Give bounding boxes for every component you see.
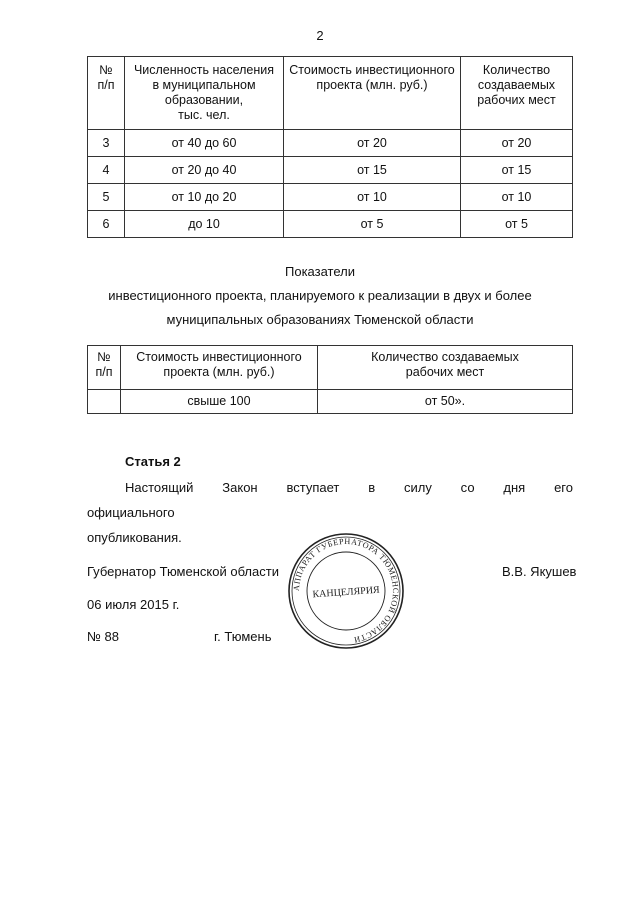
table-cell: от 40 до 60	[125, 130, 284, 157]
table-row	[88, 390, 573, 414]
table-row	[88, 184, 573, 211]
table-cell: 5	[88, 184, 125, 211]
seal-center-text: КАНЦЕЛЯРИЯ	[312, 584, 381, 601]
table-cell: от 10	[461, 184, 573, 211]
multi-municipal-table	[87, 345, 573, 414]
header-text: Стоимость инвестиционного проекта (млн. руб.)	[136, 350, 302, 379]
table-cell: от 50».	[318, 390, 573, 414]
signing-city: г. Тюмень	[214, 629, 272, 644]
table-row	[88, 211, 573, 238]
header-text: Численность населения в муниципальном образовании, тыс. чел.	[133, 63, 275, 122]
official-seal	[286, 531, 406, 651]
article-text-line1: Настоящий Закон вступает в силу со дня его официального	[87, 480, 573, 520]
table-cell: 3	[88, 130, 125, 157]
table-cell: от 20	[461, 130, 573, 157]
seal-ring-text: АППАРАТ ГУБЕРНАТОРА ТЮМЕНСКОЙ ОБЛАСТИ	[291, 536, 401, 645]
header-cell	[121, 346, 318, 390]
governor-title: Губернатор Тюменской области	[87, 564, 279, 579]
table-cell: от 20 до 40	[125, 157, 284, 184]
indicators-subtitle-line2: муниципальных образованиях Тюменской области	[166, 312, 474, 327]
table-header-row	[88, 346, 573, 390]
table-cell: от 15	[284, 157, 461, 184]
table-cell: от 10 до 20	[125, 184, 284, 211]
table-row	[88, 130, 573, 157]
article-text-line2: опубликования.	[87, 530, 182, 545]
table-cell: 4	[88, 157, 125, 184]
indicators-title: Показатели	[285, 264, 355, 279]
table-cell: от 5	[284, 211, 461, 238]
table-cell: от 10	[284, 184, 461, 211]
table-cell: от 15	[461, 157, 573, 184]
header-cell	[88, 346, 121, 390]
table-header-row	[88, 57, 573, 130]
page-number: 2	[316, 28, 324, 43]
header-cell	[318, 346, 573, 390]
header-text: Количество создаваемых рабочих мест	[371, 350, 519, 379]
header-text: Количество создаваемых рабочих мест	[477, 63, 556, 107]
header-text: № п/п	[97, 63, 115, 92]
table-cell: до 10	[125, 211, 284, 238]
governor-name: В.В. Якушев	[502, 564, 577, 579]
table-cell: от 5	[461, 211, 573, 238]
header-cell	[461, 57, 573, 130]
header-cell	[284, 57, 461, 130]
header-text: Стоимость инвестиционного проекта (млн. руб.)	[289, 63, 455, 92]
law-number: № 88	[87, 629, 120, 644]
table-cell: 6	[88, 211, 125, 238]
table-row	[88, 157, 573, 184]
signing-date: 06 июля 2015 г.	[87, 597, 180, 612]
table-cell: от 20	[284, 130, 461, 157]
header-cell	[125, 57, 284, 130]
indicators-subtitle-line1: инвестиционного проекта, планируемого к реализации в двух и более	[108, 288, 532, 303]
article-heading: Статья 2	[125, 454, 181, 469]
header-cell	[88, 57, 125, 130]
table-cell	[88, 390, 121, 414]
table-cell: свыше 100	[121, 390, 318, 414]
population-investment-table	[87, 56, 573, 238]
header-text: № п/п	[95, 350, 113, 379]
